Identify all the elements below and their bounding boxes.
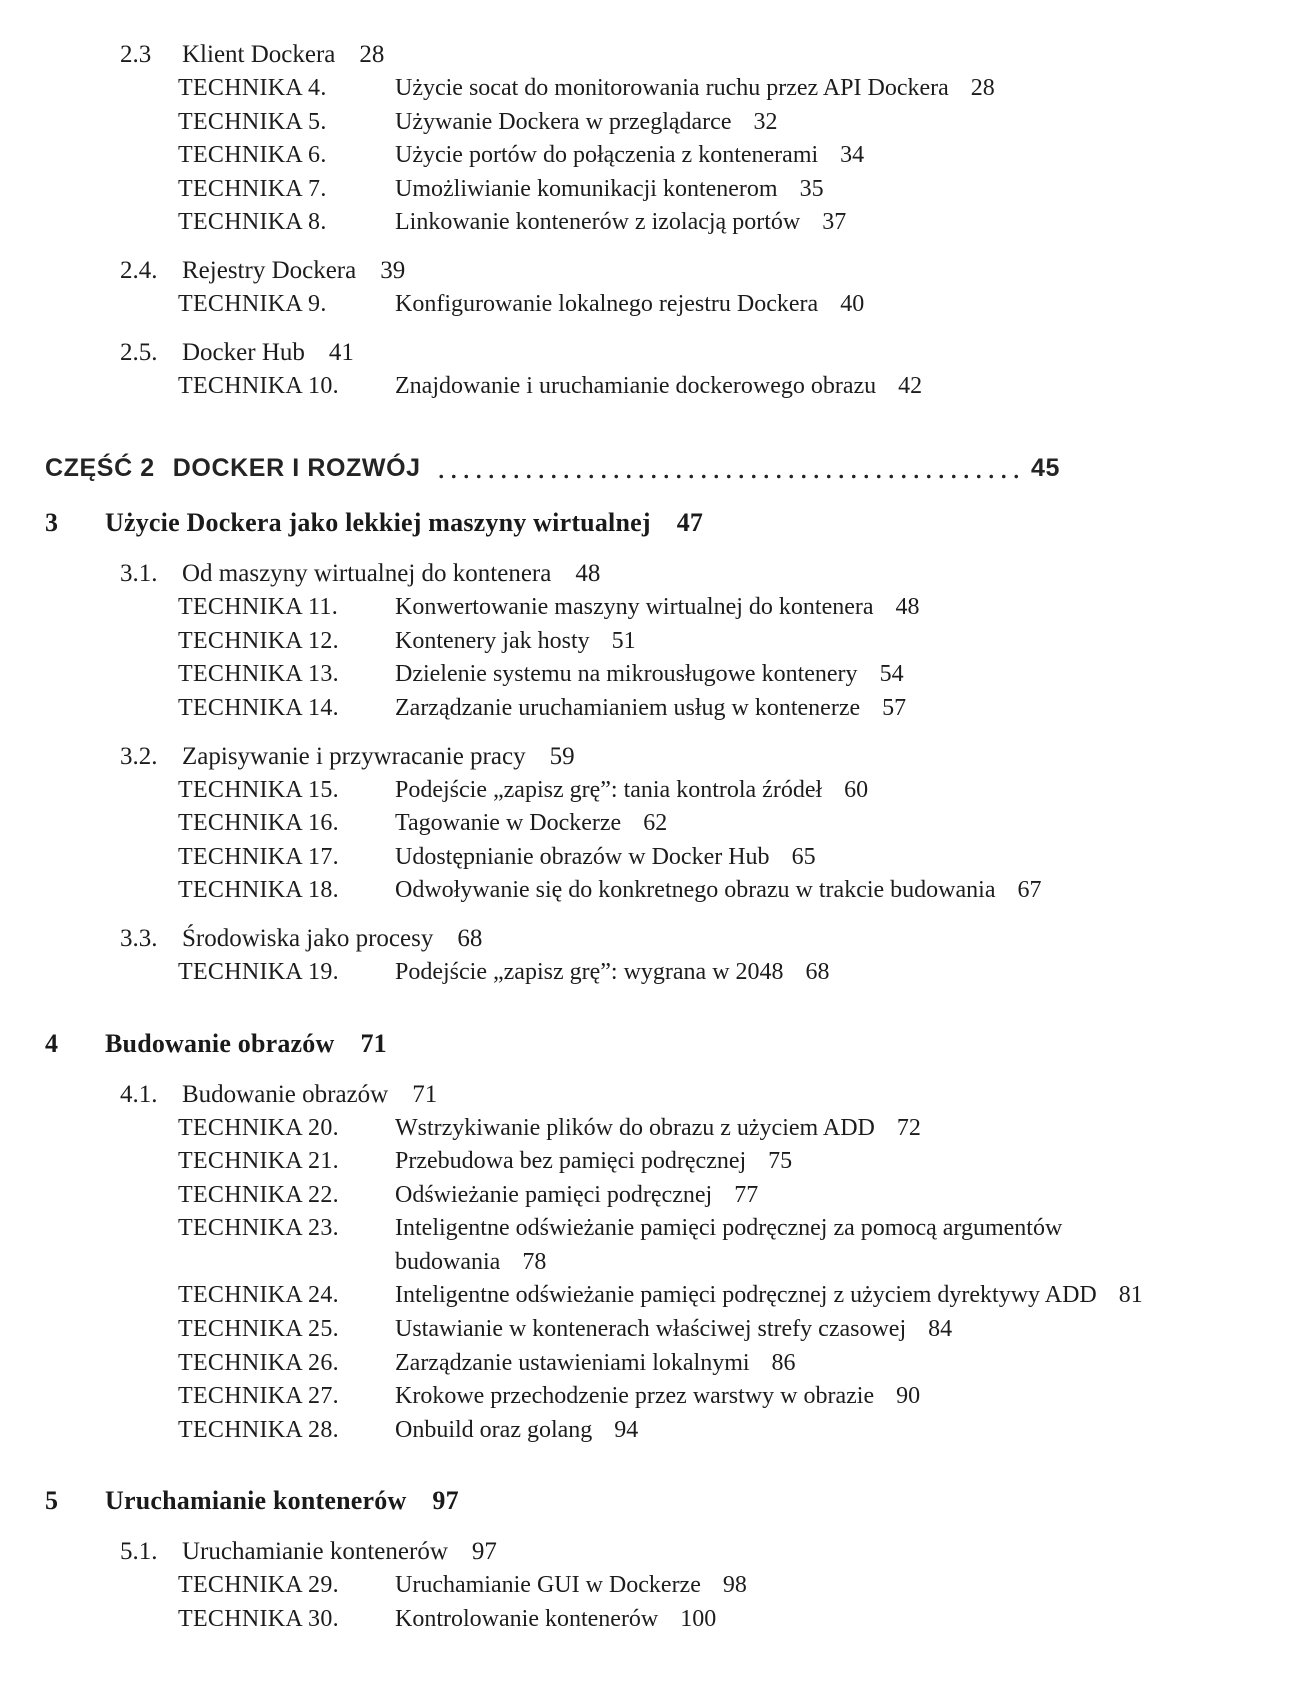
page-number: 57 bbox=[882, 694, 907, 721]
toc-technique-row bbox=[0, 1179, 1306, 1213]
technique-label: TECHNIKA 21. bbox=[178, 1148, 339, 1175]
section-title: Uruchamianie kontenerów bbox=[182, 1538, 448, 1566]
technique-title: Podejście „zapisz grę”: tania kontrola źródeł bbox=[395, 776, 823, 803]
toc-technique-row bbox=[0, 173, 1306, 207]
section-number: 2.3 bbox=[120, 41, 152, 68]
technique-title: Onbuild oraz golang bbox=[395, 1416, 593, 1443]
page-number: 68 bbox=[457, 924, 483, 952]
page-number: 84 bbox=[928, 1316, 953, 1343]
page-number: 54 bbox=[879, 661, 904, 688]
toc-technique-row bbox=[0, 1279, 1306, 1313]
section-title: Od maszyny wirtualnej do kontenera bbox=[182, 560, 552, 588]
toc-technique-row bbox=[0, 288, 1306, 322]
technique-body bbox=[395, 1603, 716, 1637]
section-body bbox=[182, 1535, 497, 1569]
technique-body bbox=[395, 591, 920, 625]
technique-label: TECHNIKA 9. bbox=[178, 290, 327, 317]
part-title: DOCKER I ROZWÓJ bbox=[172, 454, 421, 483]
technique-title: Dzielenie systemu na mikrousługowe kontenery bbox=[395, 661, 858, 688]
toc-chapter-row bbox=[0, 1026, 1306, 1062]
technique-title: Udostępnianie obrazów w Docker Hub bbox=[395, 843, 770, 870]
technique-title: Przebudowa bez pamięci podręcznej bbox=[395, 1148, 747, 1175]
page-number: 35 bbox=[799, 175, 824, 202]
page-number: 67 bbox=[1017, 877, 1042, 904]
technique-label: TECHNIKA 28. bbox=[178, 1416, 339, 1443]
toc-technique-row bbox=[0, 206, 1306, 240]
chapter-number: 4 bbox=[45, 1028, 59, 1058]
toc-technique-row bbox=[0, 72, 1306, 106]
technique-label: TECHNIKA 16. bbox=[178, 810, 339, 837]
toc-technique-row bbox=[0, 591, 1306, 625]
technique-title: Tagowanie w Dockerze bbox=[395, 810, 622, 837]
section-number: 3.3. bbox=[120, 924, 158, 952]
chapter-title: Użycie Dockera jako lekkiej maszyny wirtualnej bbox=[105, 508, 651, 538]
technique-body bbox=[395, 1313, 952, 1347]
technique-body bbox=[395, 874, 1041, 908]
toc-technique-row bbox=[0, 139, 1306, 173]
page-number: 97 bbox=[432, 1486, 459, 1516]
technique-title: Zarządzanie uruchamianiem usług w kontenerze bbox=[395, 694, 861, 721]
page-number: 45 bbox=[1030, 454, 1060, 483]
section-number: 3.1. bbox=[120, 560, 158, 588]
page-number: 39 bbox=[380, 256, 406, 284]
page-number: 86 bbox=[771, 1349, 796, 1376]
page-number: 71 bbox=[360, 1028, 387, 1058]
page-number: 71 bbox=[412, 1080, 438, 1108]
technique-title: Użycie socat do monitorowania ruchu przez API Dockera bbox=[395, 75, 949, 101]
page-number: 68 bbox=[805, 958, 830, 985]
technique-body bbox=[395, 1179, 758, 1213]
technique-label: TECHNIKA 22. bbox=[178, 1181, 339, 1208]
technique-label: TECHNIKA 17. bbox=[178, 843, 339, 870]
technique-title: Używanie Dockera w przeglądarce bbox=[395, 108, 732, 135]
technique-body bbox=[395, 956, 830, 990]
page-number: 72 bbox=[896, 1114, 921, 1141]
chapter-body bbox=[105, 505, 703, 541]
section-body bbox=[182, 740, 575, 774]
chapter-body bbox=[105, 1026, 387, 1062]
page-number: 59 bbox=[549, 742, 575, 770]
technique-body bbox=[395, 1212, 1062, 1279]
technique-title: Konfigurowanie lokalnego rejestru Dockera bbox=[395, 290, 819, 317]
page-number: 90 bbox=[896, 1383, 921, 1410]
page-number: 97 bbox=[471, 1538, 497, 1566]
page-number: 75 bbox=[768, 1148, 793, 1175]
toc-section-row bbox=[0, 1078, 1306, 1112]
toc-technique-row bbox=[0, 658, 1306, 692]
technique-body bbox=[395, 1569, 747, 1603]
technique-body bbox=[395, 1414, 638, 1448]
technique-body bbox=[395, 206, 846, 240]
technique-body bbox=[395, 658, 904, 692]
technique-title: Umożliwianie komunikacji kontenerom bbox=[395, 175, 778, 202]
toc-technique-row bbox=[0, 1145, 1306, 1179]
technique-label: TECHNIKA 11. bbox=[178, 594, 339, 621]
page-number: 81 bbox=[1118, 1282, 1143, 1309]
part-label: CZĘŚĆ 2 bbox=[45, 454, 155, 483]
page-number: 41 bbox=[328, 338, 354, 366]
technique-title: Ustawianie w kontenerach właściwej strefy czasowej bbox=[395, 1316, 907, 1343]
technique-title: Odświeżanie pamięci podręcznej bbox=[395, 1181, 713, 1208]
toc-technique-row bbox=[0, 625, 1306, 659]
toc-technique-row bbox=[0, 1603, 1306, 1637]
technique-body bbox=[395, 370, 922, 404]
technique-title: Kontrolowanie kontenerów bbox=[395, 1606, 659, 1633]
technique-title: Znajdowanie i uruchamianie dockerowego obrazu bbox=[395, 372, 877, 399]
technique-body bbox=[395, 625, 636, 659]
section-title: Docker Hub bbox=[182, 338, 305, 366]
technique-body bbox=[395, 1380, 920, 1414]
technique-body bbox=[395, 1279, 1143, 1313]
toc-section-row bbox=[0, 38, 1306, 72]
technique-label: TECHNIKA 14. bbox=[178, 694, 339, 721]
toc-technique-row bbox=[0, 807, 1306, 841]
toc-technique-row bbox=[0, 1569, 1306, 1603]
technique-body bbox=[395, 1145, 792, 1179]
chapter-number: 5 bbox=[45, 1486, 59, 1516]
chapter-title: Uruchamianie kontenerów bbox=[105, 1486, 407, 1516]
toc-section-row bbox=[0, 1535, 1306, 1569]
page-number: 34 bbox=[840, 142, 865, 169]
page-number: 42 bbox=[898, 372, 923, 399]
toc-technique-row bbox=[0, 370, 1306, 404]
page-number: 100 bbox=[680, 1606, 717, 1633]
technique-title: Podejście „zapisz grę”: wygrana w 2048 bbox=[395, 958, 784, 985]
toc-technique-row bbox=[0, 692, 1306, 726]
toc-section-row bbox=[0, 740, 1306, 774]
technique-title: Inteligentne odświeżanie pamięci podręcznej z użyciem dyrektywy ADD bbox=[395, 1282, 1097, 1309]
section-title: Zapisywanie i przywracanie pracy bbox=[182, 742, 526, 770]
toc-technique-row bbox=[0, 106, 1306, 140]
chapter-number: 3 bbox=[45, 508, 59, 538]
page-number: 37 bbox=[822, 209, 847, 236]
technique-label: TECHNIKA 18. bbox=[178, 877, 339, 904]
section-number: 2.4. bbox=[120, 256, 158, 284]
toc-technique-row bbox=[0, 956, 1306, 990]
page-number: 40 bbox=[840, 290, 865, 317]
technique-title: Krokowe przechodzenie przez warstwy w obrazie bbox=[395, 1383, 875, 1410]
toc-technique-row bbox=[0, 1112, 1306, 1146]
page-number: 78 bbox=[522, 1248, 547, 1275]
technique-body bbox=[395, 106, 777, 140]
technique-title: Konwertowanie maszyny wirtualnej do kontenera bbox=[395, 594, 874, 621]
page-number: 77 bbox=[734, 1181, 759, 1208]
toc-chapter-row bbox=[0, 505, 1306, 541]
page-number: 65 bbox=[791, 843, 816, 870]
technique-label: TECHNIKA 30. bbox=[178, 1606, 339, 1633]
technique-body bbox=[395, 173, 824, 207]
technique-title: Kontenery jak hosty bbox=[395, 627, 590, 654]
technique-label: TECHNIKA 19. bbox=[178, 958, 339, 985]
technique-body bbox=[395, 841, 816, 875]
dot-leader bbox=[435, 473, 1023, 480]
page-number: 48 bbox=[895, 594, 920, 621]
page-number: 98 bbox=[722, 1572, 747, 1599]
section-title: Klient Dockera bbox=[182, 41, 336, 68]
technique-label: TECHNIKA 8. bbox=[178, 209, 327, 236]
technique-label: TECHNIKA 12. bbox=[178, 627, 339, 654]
technique-title: Inteligentne odświeżanie pamięci podręcznej za pomocą argumentów bbox=[395, 1215, 1063, 1242]
section-body bbox=[182, 1078, 437, 1112]
technique-title: Zarządzanie ustawieniami lokalnymi bbox=[395, 1349, 750, 1376]
technique-label: TECHNIKA 6. bbox=[178, 142, 327, 169]
section-number: 2.5. bbox=[120, 338, 158, 366]
section-number: 3.2. bbox=[120, 742, 158, 770]
technique-body bbox=[395, 774, 868, 808]
toc-list bbox=[0, 24, 1306, 1637]
section-number: 5.1. bbox=[120, 1538, 158, 1566]
toc-technique-row bbox=[0, 1414, 1306, 1448]
page-number: 28 bbox=[970, 75, 995, 101]
technique-body bbox=[395, 72, 995, 106]
technique-label: TECHNIKA 5. bbox=[178, 108, 327, 135]
technique-label: TECHNIKA 10. bbox=[178, 372, 339, 399]
toc-chapter-row bbox=[0, 1483, 1306, 1519]
technique-body bbox=[395, 1112, 921, 1146]
page-number: 32 bbox=[753, 108, 778, 135]
page-number: 48 bbox=[575, 560, 601, 588]
chapter-body bbox=[105, 1483, 459, 1519]
toc-technique-row bbox=[0, 874, 1306, 908]
toc-section-row bbox=[0, 922, 1306, 956]
page-number: 51 bbox=[611, 627, 636, 654]
technique-label: TECHNIKA 7. bbox=[178, 175, 327, 202]
technique-label: TECHNIKA 27. bbox=[178, 1383, 339, 1410]
section-number: 4.1. bbox=[120, 1080, 158, 1108]
technique-label: TECHNIKA 23. bbox=[178, 1215, 339, 1242]
technique-body bbox=[395, 288, 864, 322]
section-title: Rejestry Dockera bbox=[182, 256, 357, 284]
section-body bbox=[182, 922, 482, 956]
page-number: 28 bbox=[359, 41, 385, 68]
technique-body bbox=[395, 139, 864, 173]
toc-section-row bbox=[0, 254, 1306, 288]
technique-label: TECHNIKA 15. bbox=[178, 776, 339, 803]
toc-technique-row bbox=[0, 1212, 1306, 1279]
toc-technique-row bbox=[0, 1380, 1306, 1414]
section-title: Budowanie obrazów bbox=[182, 1080, 389, 1108]
technique-title: Linkowanie kontenerów z izolacją portów bbox=[395, 209, 801, 236]
technique-label: TECHNIKA 29. bbox=[178, 1572, 339, 1599]
technique-title: Wstrzykiwanie plików do obrazu z użyciem ADD bbox=[395, 1114, 875, 1141]
toc-technique-row bbox=[0, 1347, 1306, 1381]
technique-label: TECHNIKA 26. bbox=[178, 1349, 339, 1376]
page-number: 94 bbox=[614, 1416, 639, 1443]
technique-body bbox=[395, 692, 906, 726]
page-number: 47 bbox=[676, 508, 704, 538]
technique-label: TECHNIKA 13. bbox=[178, 661, 339, 688]
technique-title: Odwoływanie się do konkretnego obrazu w trakcie budowania bbox=[395, 877, 996, 904]
technique-title: Uruchamianie GUI w Dockerze bbox=[395, 1572, 701, 1599]
toc-section-row bbox=[0, 336, 1306, 370]
technique-body bbox=[395, 1347, 796, 1381]
toc-section-row bbox=[0, 557, 1306, 591]
toc-technique-row bbox=[0, 774, 1306, 808]
section-body bbox=[182, 557, 600, 591]
toc-part-row bbox=[0, 449, 1306, 487]
page-number: 60 bbox=[844, 776, 869, 803]
section-body bbox=[182, 336, 354, 370]
section-body bbox=[182, 254, 405, 288]
chapter-title: Budowanie obrazów bbox=[105, 1028, 335, 1058]
technique-label: TECHNIKA 4. bbox=[178, 75, 327, 101]
technique-label: TECHNIKA 24. bbox=[178, 1282, 339, 1309]
technique-body bbox=[395, 807, 667, 841]
technique-title: Użycie portów do połączenia z kontenerami bbox=[395, 142, 819, 169]
toc-technique-row bbox=[0, 841, 1306, 875]
section-title: Środowiska jako procesy bbox=[182, 924, 434, 952]
technique-title-continuation: budowania bbox=[395, 1248, 501, 1275]
technique-label: TECHNIKA 20. bbox=[178, 1114, 339, 1141]
technique-label: TECHNIKA 25. bbox=[178, 1316, 339, 1343]
toc-technique-row bbox=[0, 1313, 1306, 1347]
page-number: 62 bbox=[643, 810, 668, 837]
section-body bbox=[182, 38, 384, 72]
